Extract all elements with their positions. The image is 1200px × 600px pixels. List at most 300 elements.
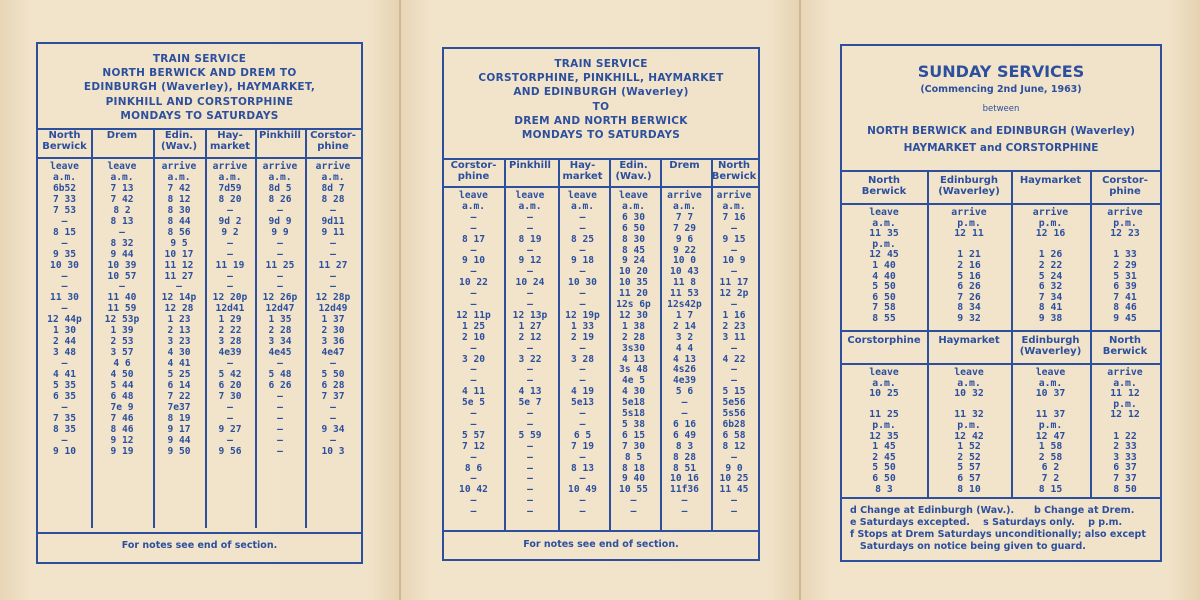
time-cell: —: [61, 401, 68, 413]
time-cell: 9 0: [725, 462, 743, 474]
time-cell: 4 13: [621, 353, 646, 365]
time-cell: —: [527, 211, 533, 223]
time-cell: 3 23: [167, 336, 191, 348]
time-cell: —: [579, 211, 586, 223]
column-header: North Berwick: [861, 175, 907, 197]
time-cell: —: [630, 506, 637, 518]
time-cell: —: [227, 237, 233, 249]
time-cell: 9 11: [321, 226, 345, 238]
time-cell: 10 42: [459, 484, 488, 496]
time-cell: 11f36: [670, 484, 699, 496]
column-header: Haymarket: [938, 335, 1000, 346]
time-cell: 4 19: [570, 386, 595, 398]
time-cell: —: [277, 270, 283, 282]
time-cell: 12 42: [954, 430, 984, 442]
time-cell: 7 26: [957, 291, 981, 303]
time-cell: —: [330, 358, 336, 370]
time-cell: 1 40: [872, 260, 896, 271]
time-cell: 5 6: [675, 386, 694, 398]
time-cell: 7 41: [1113, 291, 1137, 303]
time-cell: —: [277, 281, 283, 293]
time-cell: 5 48: [268, 369, 292, 381]
time-cell: —: [277, 390, 283, 402]
title-line: TRAIN SERVICE: [152, 53, 247, 65]
time-cell: 11 25: [869, 409, 899, 421]
column-header: North Berwick: [1102, 335, 1148, 357]
time-cell: p.m.: [957, 217, 981, 229]
header-top-rule: [842, 170, 1160, 172]
time-cell: —: [527, 495, 533, 507]
time-cell: 11 30: [50, 292, 79, 304]
time-cell: —: [527, 484, 533, 496]
time-cell: 9 10: [461, 255, 486, 267]
sunday-subtitle: (Commencing 2nd June, 1963): [920, 84, 1082, 95]
time-cell: 10 16: [670, 473, 699, 485]
time-cell: —: [470, 288, 477, 300]
time-cell: —: [527, 440, 533, 452]
time-cell: —: [330, 270, 336, 282]
time-cell: 1 35: [268, 314, 292, 326]
time-cell: —: [470, 473, 477, 485]
time-cell: 12s42p: [667, 299, 702, 310]
time-cell: 2 13: [167, 325, 191, 337]
time-cell: 10 32: [954, 388, 984, 400]
time-cell: 7 13: [110, 182, 134, 194]
time-cell: 6 28: [321, 380, 345, 391]
time-cell: —: [61, 237, 68, 249]
time-cell: 12 14p: [161, 292, 197, 304]
time-cell: a.m.: [672, 200, 697, 212]
time-cell: —: [227, 434, 233, 446]
time-cell: —: [470, 495, 477, 507]
time-cell: leave: [869, 207, 899, 218]
time-cell: 10 24: [515, 277, 545, 289]
time-cell: —: [470, 211, 477, 223]
time-cell: —: [227, 248, 233, 260]
time-cell: —: [61, 215, 68, 227]
time-cell: —: [61, 358, 68, 370]
time-cell: 2 28: [621, 331, 646, 343]
time-cell: p.m.: [872, 420, 896, 431]
time-cell: 3 11: [722, 331, 746, 343]
time-cell: 7e37: [167, 401, 191, 413]
time-cell: 5e56: [722, 397, 746, 409]
time-cell: —: [330, 248, 336, 260]
left-notes-reference: For notes see end of section.: [121, 540, 278, 551]
time-cell: 11 12: [164, 259, 194, 271]
time-cell: 11 27: [164, 270, 194, 282]
time-cell: 11 27: [318, 259, 348, 271]
time-cell: 7 2: [1041, 473, 1060, 484]
time-cell: —: [731, 506, 737, 518]
title-line: TO: [592, 100, 610, 113]
time-cell: —: [681, 397, 688, 409]
time-cell: 8 46: [1113, 302, 1137, 314]
time-cell: 10 25: [719, 473, 749, 485]
footer-rule: [444, 530, 758, 532]
time-cell: 9d 9: [268, 215, 292, 227]
time-cell: 8 13: [110, 215, 134, 227]
time-cell: 8 15: [1038, 483, 1063, 495]
time-cell: 3 28: [218, 336, 242, 348]
time-cell: —: [731, 495, 737, 507]
time-cell: 10 3: [321, 445, 345, 457]
time-cell: —: [227, 358, 233, 370]
time-cell: —: [470, 299, 477, 310]
time-cell: —: [681, 408, 688, 419]
time-cell: 6 39: [1113, 281, 1137, 293]
time-cell: —: [330, 401, 336, 413]
time-cell: —: [527, 451, 533, 463]
column-header: Drem: [106, 130, 138, 141]
time-cell: 5 57: [957, 462, 981, 474]
time-cell: 12 28p: [315, 292, 351, 304]
time-cell: 9 22: [672, 244, 697, 256]
time-cell: 3 57: [110, 347, 134, 359]
time-cell: a.m.: [621, 200, 646, 212]
time-cell: 3 36: [321, 336, 345, 348]
time-cell: —: [731, 299, 737, 310]
time-cell: 12 19p: [565, 309, 600, 321]
time-cell: leave: [568, 190, 597, 201]
time-cell: 8 26: [268, 193, 292, 205]
time-cell: 2 28: [268, 325, 292, 337]
time-cell: 11 17: [719, 277, 749, 289]
time-cell: 8 45: [621, 244, 646, 256]
footnote: e Saturdays excepted. s Saturdays only. p p.m.: [850, 517, 1123, 528]
time-cell: 11 32: [954, 409, 984, 421]
time-cell: —: [277, 445, 283, 457]
sunday-route-2: HAYMARKET and CORSTORPHINE: [903, 142, 1099, 154]
time-cell: 6 16: [672, 418, 697, 430]
time-cell: 2 12: [518, 331, 542, 343]
time-cell: 6 30: [621, 211, 646, 223]
time-cell: —: [579, 342, 586, 354]
time-cell: 6 14: [167, 380, 191, 391]
time-cell: 9 24: [621, 255, 646, 267]
time-cell: leave: [107, 161, 137, 172]
time-cell: 11 37: [1035, 409, 1066, 421]
time-cell: arrive: [716, 190, 752, 201]
time-cell: 10 17: [164, 248, 194, 260]
time-cell: 1 45: [872, 441, 896, 453]
time-cell: 3s30: [621, 342, 646, 354]
column-header: Corstorphine: [847, 335, 921, 346]
time-cell: —: [176, 281, 182, 293]
time-cell: —: [579, 473, 586, 485]
time-cell: 4 6: [113, 358, 131, 370]
time-cell: leave: [954, 367, 984, 378]
time-cell: —: [579, 266, 586, 278]
time-cell: 5 38: [621, 418, 646, 430]
title-line: PINKHILL AND CORSTORPHINE: [105, 95, 294, 108]
time-cell: a.m.: [518, 200, 542, 212]
time-cell: 8 17: [461, 233, 486, 245]
time-cell: 6 15: [621, 429, 646, 441]
time-cell: 10 57: [107, 270, 137, 282]
time-cell: 4e47: [321, 347, 345, 359]
time-cell: —: [61, 303, 68, 315]
time-cell: 8 20: [218, 193, 242, 205]
time-cell: —: [330, 412, 336, 424]
time-cell: 7 19: [570, 440, 595, 452]
time-cell: leave: [619, 190, 648, 201]
time-cell: 7 34: [1038, 291, 1063, 303]
time-cell: 9 2: [221, 226, 239, 238]
time-cell: a.m.: [722, 200, 746, 212]
time-cell: —: [681, 506, 688, 518]
time-cell: —: [731, 364, 737, 376]
time-cell: —: [119, 226, 125, 238]
time-cell: —: [277, 237, 283, 249]
time-cell: 10 30: [50, 259, 79, 271]
time-cell: 7 33: [52, 193, 77, 205]
time-cell: 8d 7: [321, 182, 345, 194]
footnote: f Stops at Drem Saturdays unconditionally; also except: [850, 529, 1146, 540]
time-cell: 9 40: [621, 473, 646, 485]
time-cell: —: [470, 222, 477, 234]
time-cell: —: [527, 364, 533, 376]
time-cell: a.m.: [52, 171, 77, 183]
time-cell: [1090, 421, 1160, 432]
time-cell: —: [579, 506, 586, 518]
time-cell: 3 48: [52, 347, 77, 359]
time-cell: 2 58: [1038, 451, 1063, 463]
time-cell: 5e13: [570, 397, 595, 409]
time-cell: 4 41: [167, 358, 191, 370]
time-cell: —: [527, 244, 533, 256]
time-cell: —: [470, 364, 477, 376]
time-cell: 6 50: [621, 222, 646, 234]
time-cell: 5 24: [1038, 270, 1063, 282]
time-cell: —: [470, 244, 477, 256]
column-header: Edin. (Wav.): [615, 160, 652, 182]
time-cell: 6 48: [110, 390, 134, 402]
time-cell: 12 26p: [262, 292, 298, 304]
time-cell: 8 46: [110, 423, 134, 435]
time-cell: 8 3: [875, 483, 893, 495]
footnote: Saturdays on notice being given to guard.: [850, 541, 1086, 552]
time-cell: arrive: [667, 190, 702, 201]
time-cell: 11 45: [719, 484, 749, 496]
time-cell: 6 26: [957, 281, 981, 293]
time-cell: —: [330, 434, 336, 446]
time-cell: 3 34: [268, 336, 292, 348]
time-cell: 3 2: [675, 331, 694, 343]
time-cell: arrive: [161, 161, 197, 172]
time-cell: 9 19: [110, 445, 134, 457]
time-cell: 8 10: [957, 483, 981, 495]
time-cell: —: [470, 506, 477, 518]
sunday-title: SUNDAY SERVICES: [917, 62, 1085, 81]
time-cell: —: [681, 495, 688, 507]
time-cell: 2 16: [957, 260, 981, 271]
time-cell: —: [579, 418, 586, 430]
time-cell: —: [227, 412, 233, 424]
column-header: Hay- market: [209, 130, 251, 152]
title-line: TRAIN SERVICE: [554, 58, 648, 70]
time-cell: 9 5: [170, 237, 188, 249]
time-cell: 8 34: [957, 302, 981, 314]
column-header: Hay- market: [562, 160, 603, 182]
time-cell: 8 18: [621, 462, 646, 474]
time-cell: —: [61, 434, 68, 446]
time-cell: 2 30: [321, 325, 345, 337]
column-header: Pinkhill: [509, 160, 551, 171]
time-cell: 8 25: [570, 233, 595, 245]
time-cell: —: [579, 451, 586, 463]
time-cell: —: [227, 401, 233, 413]
middle-notes-reference: For notes see end of section.: [523, 539, 679, 550]
time-cell: 5e18: [621, 397, 646, 409]
column-header: Corstor- phine: [310, 130, 356, 152]
time-cell: arrive: [951, 207, 987, 218]
time-cell: —: [61, 281, 68, 293]
time-cell: 6 58: [722, 429, 746, 441]
time-cell: 12 11: [954, 228, 984, 240]
time-cell: leave: [1035, 367, 1066, 378]
time-cell: 7 46: [110, 412, 134, 424]
time-cell: 7 30: [218, 390, 242, 402]
time-cell: —: [527, 299, 533, 310]
time-cell: 5s56: [722, 408, 746, 419]
time-cell: 8 30: [167, 204, 191, 216]
title-line: CORSTORPHINE, PINKHILL, HAYMARKET: [478, 72, 724, 85]
time-cell: —: [731, 375, 737, 387]
time-cell: 2 45: [872, 451, 896, 463]
time-cell: 8 28: [321, 193, 345, 205]
time-cell: 12 23: [1110, 228, 1140, 240]
time-cell: —: [277, 434, 283, 446]
time-cell: 9 50: [167, 445, 191, 457]
time-cell: 5 16: [957, 270, 981, 282]
time-cell: 10 35: [619, 277, 648, 289]
time-cell: 8 2: [113, 204, 131, 216]
time-cell: —: [527, 342, 533, 354]
time-cell: 1 37: [321, 314, 345, 326]
column-header: Haymarket: [1019, 175, 1082, 186]
time-cell: 8 3: [675, 440, 694, 452]
time-cell: —: [277, 248, 283, 260]
time-cell: 7 58: [872, 302, 896, 314]
time-cell: 10 39: [107, 259, 137, 271]
time-cell: —: [731, 451, 737, 463]
time-cell: 10 30: [568, 277, 597, 289]
time-cell: a.m.: [461, 200, 486, 212]
time-cell: 4 13: [518, 386, 542, 398]
time-cell: 9 32: [957, 313, 981, 324]
column-header: Pinkhill: [259, 130, 301, 141]
time-cell: 4 13: [672, 353, 697, 365]
time-cell: 12 45: [869, 249, 899, 261]
time-cell: 7 37: [1113, 473, 1137, 484]
time-cell: —: [277, 401, 283, 413]
time-cell: 12 12: [1110, 409, 1140, 421]
time-cell: 12 11p: [456, 309, 491, 321]
time-cell: 12 44p: [47, 314, 82, 326]
time-cell: 9d11: [321, 215, 345, 227]
column-header: North Berwick: [42, 130, 87, 152]
title-line: MONDAYS TO SATURDAYS: [521, 129, 681, 142]
time-cell: —: [330, 237, 336, 249]
time-cell: 8 13: [570, 462, 595, 474]
time-cell: 10 0: [672, 255, 697, 267]
time-cell: p.m.: [1113, 398, 1137, 410]
time-cell: 6 20: [218, 380, 242, 391]
time-cell: 1 7: [675, 309, 694, 321]
time-cell: 8 30: [621, 233, 646, 245]
time-cell: 12 53p: [104, 314, 140, 326]
time-cell: 10 9: [722, 255, 746, 267]
time-cell: 1 16: [722, 309, 746, 321]
time-cell: 7 12: [461, 440, 486, 452]
time-cell: a.m.: [110, 171, 134, 183]
time-cell: 9 15: [722, 233, 746, 245]
middle-timetable-title: [444, 57, 758, 142]
time-cell: 8 19: [167, 412, 191, 424]
time-cell: 8 12: [167, 193, 191, 205]
time-cell: 7 35: [52, 412, 77, 424]
time-cell: a.m.: [957, 377, 981, 389]
title-line: EDINBURGH (Waverley), HAYMARKET,: [83, 81, 316, 94]
time-cell: 4 50: [110, 369, 134, 381]
time-cell: 10 20: [619, 266, 648, 278]
time-cell: 7 37: [321, 390, 345, 402]
time-cell: 6 26: [268, 380, 292, 391]
time-cell: —: [277, 204, 283, 216]
time-cell: 4e39: [218, 347, 242, 359]
time-cell: 9 17: [167, 423, 191, 435]
time-cell: —: [579, 288, 586, 300]
time-cell: 8 5: [624, 451, 643, 463]
column-header: Edin. (Wav.): [160, 130, 198, 152]
time-cell: 1 22: [1113, 430, 1137, 442]
sunday-route-1: NORTH BERWICK and EDINBURGH (Waverley): [867, 125, 1135, 137]
time-cell: 8 35: [52, 423, 77, 435]
time-cell: 8 15: [52, 226, 77, 238]
time-cell: 9 44: [167, 434, 191, 446]
time-cell: 1 33: [1113, 249, 1137, 261]
time-cell: 11 25: [265, 259, 295, 271]
time-cell: a.m.: [1038, 377, 1063, 389]
time-cell: 5e 7: [518, 397, 542, 409]
time-cell: leave: [869, 367, 899, 378]
time-cell: 1 29: [218, 314, 242, 326]
time-cell: 7 42: [167, 182, 191, 194]
time-cell: p.m.: [1038, 420, 1063, 431]
time-cell: 12 47: [1035, 430, 1066, 442]
time-cell: 4 30: [621, 386, 646, 398]
time-cell: leave: [459, 190, 488, 201]
column-header: Corstor- phine: [450, 160, 497, 182]
time-cell: 3 20: [461, 353, 486, 365]
time-cell: 10 37: [1035, 388, 1066, 400]
time-cell: —: [527, 375, 533, 387]
time-cell: 3 33: [1113, 451, 1137, 463]
time-cell: —: [527, 462, 533, 474]
time-cell: arrive: [1107, 207, 1143, 218]
time-cell: 6b28: [722, 418, 746, 430]
time-cell: 10 43: [670, 266, 699, 278]
time-cell: 11 59: [107, 303, 137, 315]
time-cell: —: [227, 281, 233, 293]
time-cell: a.m.: [218, 171, 242, 183]
time-cell: 3 28: [570, 353, 595, 365]
time-cell: 11 35: [869, 228, 899, 240]
column-header: Edinburgh (Waverley): [938, 175, 1000, 197]
time-cell: —: [579, 364, 586, 376]
time-cell: 10 55: [619, 484, 648, 496]
